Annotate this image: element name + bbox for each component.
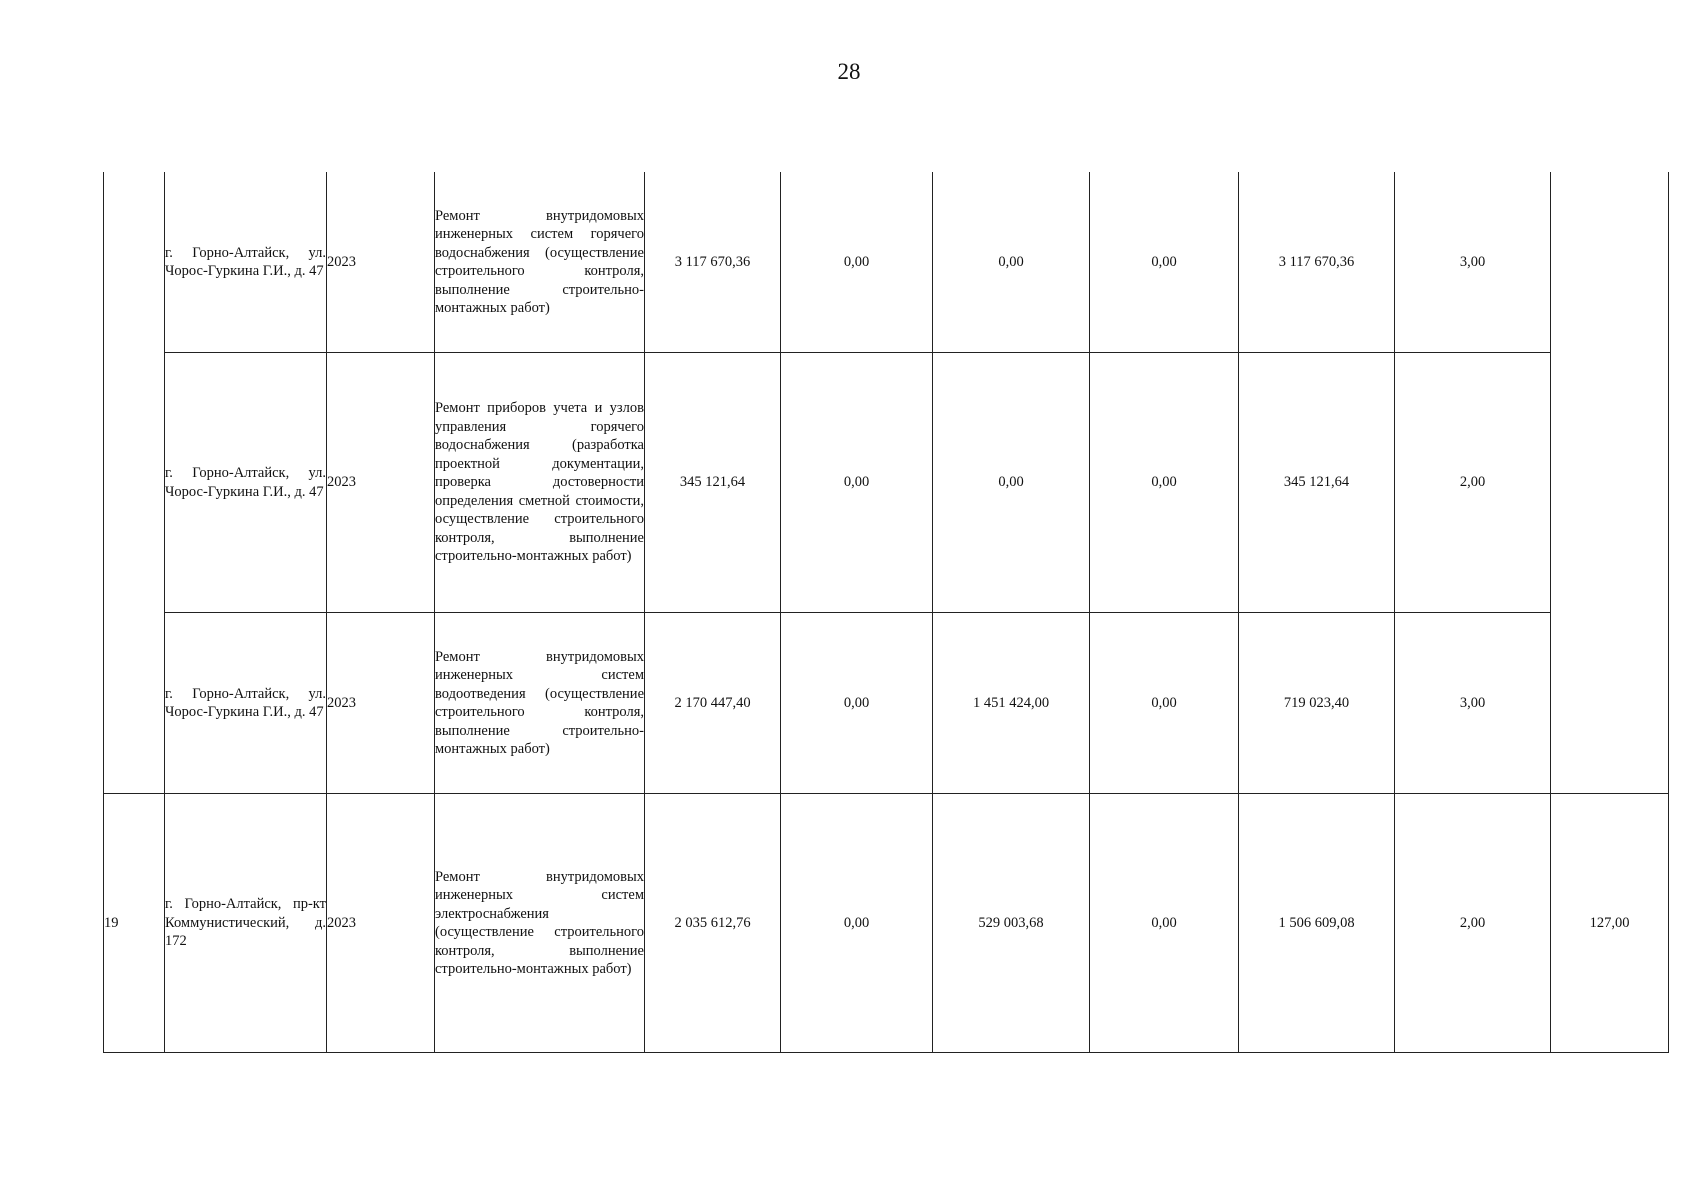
value-cell: 0,00 [781,613,933,794]
year-cell: 2023 [327,353,435,613]
last-column-cell: 127,00 [1551,794,1669,1053]
value-cell: 0,00 [781,353,933,613]
table-row [104,353,1669,613]
value-cell: 0,00 [1090,353,1239,613]
value-cell: 1 506 609,08 [1239,794,1395,1053]
total-cost-cell: 345 121,64 [645,353,781,613]
value-cell: 3,00 [1395,613,1551,794]
value-cell: 3 117 670,36 [1239,172,1395,353]
value-cell: 0,00 [933,172,1090,353]
total-cost-cell: 3 117 670,36 [645,172,781,353]
value-cell: 0,00 [1090,613,1239,794]
value-cell: 0,00 [933,353,1090,613]
work-type-cell: Ремонт приборов учета и узлов управления горячего водоснабжения (разработка проектной документации, проверка достоверности определения сметной стоимости, осуществление строительного контроля, выполнение строительно-монтажных работ) [435,353,645,613]
address-cell: г. Горно-Алтайск, ул. Чорос-Гуркина Г.И., д. 47 [165,172,327,353]
row-number-cell [104,172,165,794]
value-cell: 2,00 [1395,353,1551,613]
last-column-cell [1551,172,1669,794]
value-cell: 1 451 424,00 [933,613,1090,794]
total-cost-cell: 2 035 612,76 [645,794,781,1053]
year-cell: 2023 [327,172,435,353]
capital-repair-table [103,172,1669,1053]
total-cost-cell: 2 170 447,40 [645,613,781,794]
row-number-cell: 19 [104,794,165,1053]
table-row [104,613,1669,794]
value-cell: 529 003,68 [933,794,1090,1053]
page-number: 28 [837,59,861,84]
value-cell: 345 121,64 [1239,353,1395,613]
address-cell: г. Горно-Алтайск, ул. Чорос-Гуркина Г.И., д. 47 [165,353,327,613]
address-cell: г. Горно-Алтайск, пр-кт Коммунистический, д. 172 [165,794,327,1053]
year-cell: 2023 [327,794,435,1053]
value-cell: 0,00 [1090,794,1239,1053]
work-type-cell: Ремонт внутридомовых инженерных систем горячего водоснабжения (осуществление строительного контроля, выполнение строительно-монтажных работ) [435,172,645,353]
address-cell: г. Горно-Алтайск, ул. Чорос-Гуркина Г.И., д. 47 [165,613,327,794]
value-cell: 2,00 [1395,794,1551,1053]
value-cell: 3,00 [1395,172,1551,353]
value-cell: 0,00 [781,794,933,1053]
value-cell: 0,00 [781,172,933,353]
year-cell: 2023 [327,613,435,794]
table-row [104,794,1669,1053]
value-cell: 0,00 [1090,172,1239,353]
work-type-cell: Ремонт внутридомовых инженерных систем электроснабжения (осуществление строительного контроля, выполнение строительно-монтажных работ) [435,794,645,1053]
value-cell: 719 023,40 [1239,613,1395,794]
work-type-cell: Ремонт внутридомовых инженерных систем водоотведения (осуществление строительного контроля, выполнение строительно-монтажных работ) [435,613,645,794]
table-row [104,172,1669,353]
